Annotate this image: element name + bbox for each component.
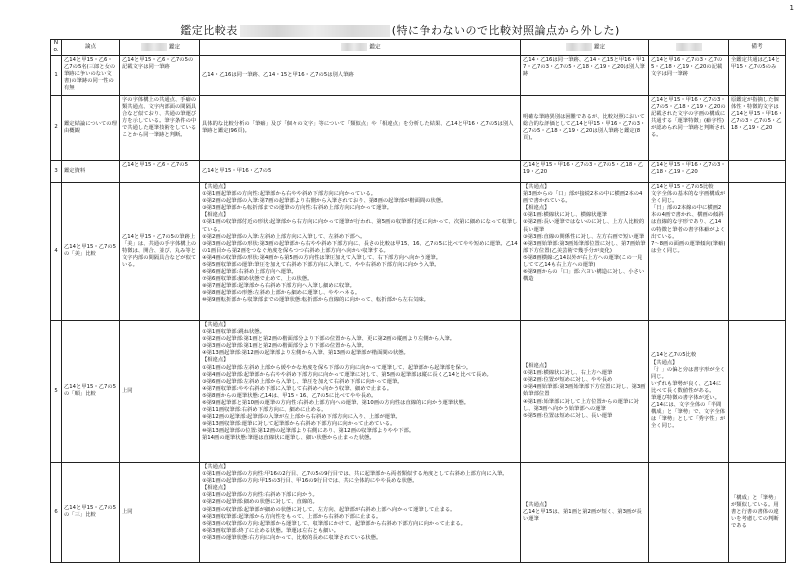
appraisal-b-cell: 【共通点】 ①第1画起筆部の方向性:起筆部から右やや斜め下部方向に向かっている。 ②第2画の起筆部の入筆:第7画の起筆部より右側から入筆されており、第8画の起筆部が楷面間の状態。 ③第3画起筆部から転折部までの運筆の方向性:右斜め上部方向に向かって運筆。 【相違点】 ①第1画の収筆部付近の形状:起筆部から右方向に向かって運筆が行われ、第5画の収筆部付近に向かって、次第に細めになって収筆している。 ②第2画の起筆部の入筆:左斜め上部方向に入筆して、左斜め下部へ。 ③第3画の起筆部の形状:第3画の起筆部から右やや斜め下部方向に、長さの比較は甲15、16、乙7の5に比べてやや短めに運筆。乙14の1画目から第2画をつなぐ角度を保ちつつ右斜め上部方向へ向かい収筆する。 ④第4画の収筆部の形状:第4画から第5画の方向性は筆圧加えて入筆して、右下部方向へ向かう運筆。 ⑤第5画収筆部の運筆:筆圧を加えて右斜め下部方向に入筆して、やや右斜め下部方向に向かう入筆。 ⑥第6画起筆部:右斜め上部方向へ運筆。 ⑦第6画収筆部:細め状態で止めて、上の状態。 ⑧第7画起筆部:起筆部から右斜め下部方向へ入筆し細めに収筆。 ⑨第8画起筆部の形態:左斜め上部から細めに運筆し、ややハネる。 ⑩第9画転折部から収筆部までの運筆状態:転折部から直線的に向かって、転折部から左右気味。: [200, 182, 521, 320]
appraisal-c-cell: 乙14・乙16は同一筆跡、乙14・乙15と甲16・甲17・乙7の3・乙7の5・乙18・乙19・乙20は別人筆跡: [521, 55, 649, 95]
appraisal-d-cell: 乙14と甲15・甲16・乙7の3・乙18・乙19・乙20: [649, 160, 729, 182]
header-no: No.: [51, 40, 62, 56]
issue-cell: 乙14と甲15・乙6・乙7の5名(三郎と女の筆跡に争いのない文書)の筆跡の同一性の有無: [62, 55, 120, 95]
issue-cell: 乙14と甲15・乙7の5の「三」比較: [62, 462, 120, 562]
row-number: 6: [51, 462, 62, 562]
appraisal-b-cell: 乙14・乙16は同一筆跡、乙14・15と甲16・乙7の5は別人筆跡: [200, 55, 521, 95]
remarks-cell: [729, 320, 786, 462]
header-appraisal-c: 鑑定: [521, 40, 649, 56]
issue-cell: 鑑定資料: [62, 160, 120, 182]
redacted-title-block: [240, 25, 390, 37]
table-row: [51, 95, 786, 160]
issue-cell: 鑑定結論についての理由概観: [62, 95, 120, 160]
appraisal-c-cell: 【相違点】 ①第1画:横線状に対し、右上方へ運筆 ②第2画:位置が短めに対し、やや長め ③第4画始筆部:第3画始筆部下方位置に対し、第3画始筆部位置 ④第1画:始筆部に対して上方位置からの運筆に対し、第3画へ向かう始筆部への運筆 ⑤第5画:位置は短めに対し、長い運筆: [521, 320, 649, 462]
appraisal-d-cell: 乙14と甲15・甲16・乙7の3・乙7の5・乙18・乙19・乙20の記載された文字の字画の構成に共通する「運筆特徴」(癖字性)が認められ同一筆跡と判断される。: [649, 95, 729, 160]
appraisal-c-cell: 【共通点】 第3画からの「口」部が接続2本の中に横画2本の4画で書かれている。 【相違点】 ①第1画:横線状に対し、横線状運筆 ②第2画:長い運筆ではないのに対し、上方人比較的長い運筆 ③第3画:直線の関係性に対し、左方右画で短い運筆 ④第3画始筆部:第3画始筆部位置に対し、第7画始筆部下方位置(乙美芸術で幾手分が変化) ⑤第8画横線:乙14以外が右上方への運筆(この一見してて乙14も右上方への運筆) ⑥第9画からの「口」部:六ヨい構造に対し、小さい構造: [521, 182, 649, 320]
appraisal-a-cell: 乙14と甲15・乙6・乙7の5の記載文字は同一筆跡: [120, 55, 200, 95]
redacted-name: [676, 43, 702, 51]
header-appraisal-d: [649, 40, 729, 56]
table-row: [51, 160, 786, 182]
remarks-cell: [729, 160, 786, 182]
appraisal-a-cell: 乙14と甲15・乙7の5の筆跡上「美」は、共通の手字体構上の特徴は、開合、並び、丸み等と文字内部の間隔具合などが似ている。: [120, 182, 200, 320]
table-row: [51, 462, 786, 562]
table-row: [51, 320, 786, 462]
appraisal-b-cell: 【共通点】 ①第1画収筆部:跳ね状態。 ②第2画の起筆部:第1画と第2画の楷面部分より下部の位置から入筆、更に第2画の縦画より左側から入筆。 ③第3画の起筆部:第1画と第2画の楷面部分より下部の位置から入筆。 ④第13画起筆部:第12画の起筆部より左側から入筆、第13画の起筆部が楷面間の状態。 【相違点】 ①第1画の起筆部:左斜め上部から緩やかな角度を保ち下部の方向に向かって運筆して、起筆部から起筆部を保つ。 ②第4画の起筆部:起筆部から右やや斜め下部方向に向かって運筆に対して、第5画の起筆部は縦に長く乙14と比べて長め。 ③第6画の起筆部:左斜め上部から入筆し、筆圧を加えて右斜め下部に向かって運筆。 ④第7画収筆部:やや右斜め下部に入筆して右斜めへ向かう収筆、細めで止まる。 ⑤第8画からの運筆状態:乙14は、甲15・16、乙7の5に比べてやや長め。 ⑥第9画起筆部と第10画の運筆の方向性:右斜め上部方向への運筆、第10画の方向性は直線的に向かう運筆状態。 ⑦第11画収筆部:右斜め下部方向に、細めに止める。 ⑧第12画の起筆部:起筆部の入筆が左上部から右斜め下部方向に入り、上部が運筆。 ⑨第13画収筆部:運筆に対して起筆部から右斜め下部方向に向かって止めている。 ⑩第13画起筆部の位置:第12画の起筆部より右側にあり、第12画の収筆部よりやや下部。 第14画の運筆状態:筆運は直線状に運筆し、細い状態から止まった状態。: [200, 320, 521, 462]
row-number: 3: [51, 160, 62, 182]
row-number: 4: [51, 182, 62, 320]
remarks-cell: [729, 182, 786, 320]
table-row: [51, 55, 786, 95]
appraisal-b-cell: 乙14と甲15・甲16・乙7の5: [200, 160, 521, 182]
header-appraisal-a: 鑑定: [120, 40, 200, 56]
redacted-name: [566, 43, 592, 51]
appraisal-d-cell: 乙14と甲15・乙7の5比較 文字全体の基本的な字画構成が全く同じ。 「日」部の2本線の中に横画2本の4画で書かれ、横画の傾斜は直線的な字形であり、乙14の特徴と筆者の書字体癖がよく出ている。 7〜8画の面画の運筆傾向(筆癖)は全く同じ。: [649, 182, 729, 320]
title-suffix: (特に争わないので比較対照論点から外した): [391, 24, 620, 37]
appraisal-b-cell: 具体的な比較分析の「筆癖」及び「個々の文字」等について「類似点」や「相違点」を分析した結果、乙14と甲16・乙7の5は別人筆跡と鑑定(96頁)。: [200, 95, 521, 160]
appraisal-a-cell: 上同: [120, 320, 200, 462]
appraisal-d-cell: [649, 462, 729, 562]
appraisal-d-cell: 乙14と乙7の5比較 【共通点】 「氵」の偏と旁は書字形が全く同じ。 いずれも筆勢が良く、乙14に比べて長く数値性がある。 筆運び特徴の書字体が近い。 乙14には、文字全体の「半間構成」と「筆勢」で、文字全体は「筆勢」として「秀字性」が全く同じ。: [649, 320, 729, 462]
appraisal-a-cell: 乙14と甲15・乙6・乙7の5: [120, 160, 200, 182]
redacted-name: [341, 43, 367, 51]
appraisal-c-cell: 明確な筆跡異別は困難であるが、比較対照において総合的な評価として乙14と甲15・甲16・乙7の3・乙7の5・乙18・乙19・乙20は別人筆跡と鑑定(8頁)。: [521, 95, 649, 160]
issue-cell: 乙14と甲15・乙7の5の「順」比較: [62, 320, 120, 462]
row-number: 2: [51, 95, 62, 160]
issue-cell: 乙14と甲15・乙7の5の「美」比較: [62, 182, 120, 320]
row-number: 5: [51, 320, 62, 462]
table-row: [51, 182, 786, 320]
remarks-cell: 原鑑定が指摘した個体性・特徴的文字は乙14と甲15・甲16・乙7の3・乙7の5・乙18・乙19・乙20: [729, 95, 786, 160]
appraisal-d-cell: 乙14と甲16・乙7の3・乙7の5・乙18・乙19・乙20の記載文字は同一筆跡: [649, 55, 729, 95]
row-number: 1: [51, 55, 62, 95]
appraisal-c-cell: 【共通点】 乙14と甲15は、第1画と第2画が短く、第3画が長い運筆: [521, 462, 649, 562]
page-number: 1: [789, 4, 794, 12]
appraisal-c-cell: 乙14と甲15・甲16・乙7の3・乙7の5・乙18・乙19・乙20: [521, 160, 649, 182]
header-appraisal-b: 鑑定: [200, 40, 521, 56]
comparison-table: [50, 39, 786, 563]
remarks-cell: 「構成」と「筆勢」が類似している。用書と行書の書体の違いを考慮しての判断である: [729, 462, 786, 562]
appraisal-a-cell: 字の字体構上の共通点、手癖の類共通点、文字内部面の間隔具合など似ており、共通の筆運び方を示している。筆字条件の中で共通した運筆技術をしていることから同一筆跡と判断。: [120, 95, 200, 160]
header-row: [51, 40, 786, 56]
header-remarks: 備考: [729, 40, 786, 56]
remarks-cell: 全鑑定共通は乙14と甲15・乙7の5のみ: [729, 55, 786, 95]
header-issue: 論点: [62, 40, 120, 56]
document-title: [0, 22, 800, 38]
appraisal-b-cell: 【共通点】 ①第1画の起筆部の方向性:甲16の2行目、乙7の5の9行目では、共に起筆部から両者類似する角度として右斜め上部方向に入筆。 ②第1画の起筆部の方向:甲15の3行目、甲16の9行目では、共に全体的にやや長めな状態。 【相違点】 ①第1画の起筆部の方向性:右斜め下部に向かう。 ②第2画の起筆部:細めの状態に対して、直線的。 ③第3画の収筆部:起筆部が細めの状態に対して、左方向、起筆部が右斜め上部へ向かって運筆して止まる。 ④第3画収筆部:起筆部から方向性をもって、上部から右斜め下部に止まる。 ⑤第3画の収筆部の方向:起筆部から運筆して、収筆部にかけて、起筆部から右斜め下部方向に向かって止まる。 ⑥第3画収筆部:終了に止める状態。筆運は左右とも細い。 ⑦第3画の運筆状態:右方向に向かって、比較的長めに収筆されている状態。: [200, 462, 521, 562]
redacted-name: [141, 43, 167, 51]
title-prefix: 鑑定比較表: [180, 24, 238, 37]
appraisal-a-cell: 上同: [120, 462, 200, 562]
